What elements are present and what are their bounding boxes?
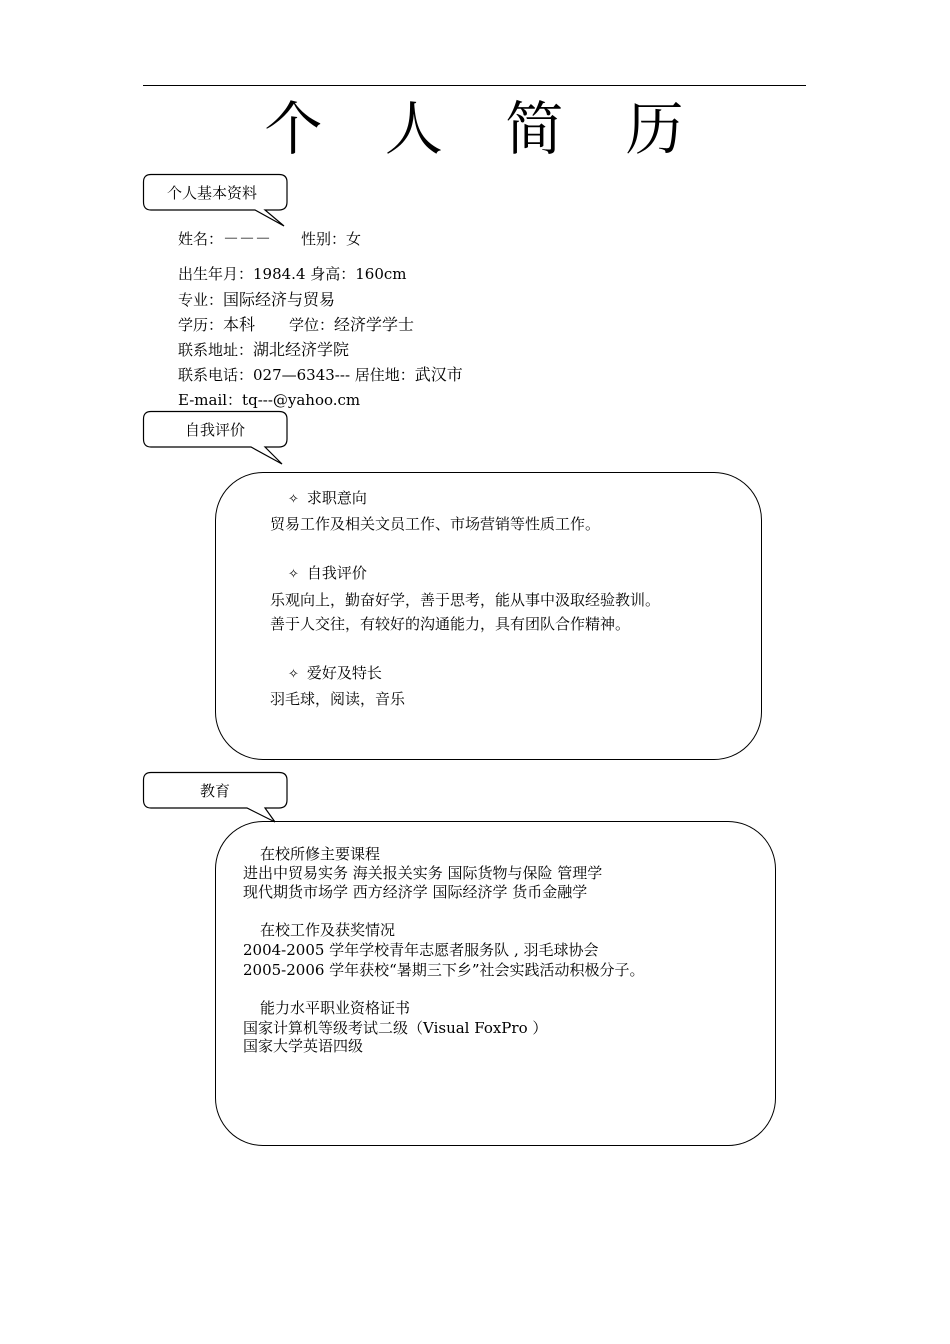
- email-line: E-mail：tq---@yahoo.cm: [178, 391, 361, 409]
- objective-heading: [288, 488, 367, 510]
- objective-heading-text: 求职意向: [306, 489, 367, 507]
- cert-line-1: 国家计算机等级考试二级（Visual FoxPro ）: [243, 1019, 548, 1037]
- residence-value: 武汉市: [414, 365, 463, 384]
- cert-line-2: 国家大学英语四级: [243, 1037, 364, 1055]
- hobby-heading: [288, 663, 382, 685]
- section-label-edu: 教育: [199, 782, 230, 800]
- name-label: 姓名：: [178, 230, 224, 248]
- major-label: 专业：: [178, 291, 224, 309]
- gender-label: 性别：: [301, 230, 347, 248]
- hobby-text: 羽毛球，阅读，音乐: [270, 690, 406, 708]
- major-value: 国际经济与贸易: [223, 290, 336, 309]
- courses-line-1: 进出中贸易实务 海关报关实务 国际货物与保险 管理学: [243, 864, 603, 882]
- address-value: 湖北经济学院: [253, 340, 350, 359]
- phone-label: 联系电话：027—6343--- 居住地：: [178, 366, 415, 384]
- section-callout-edu: [143, 772, 293, 828]
- name-gender-line: [178, 229, 361, 249]
- address-line: [178, 340, 349, 360]
- gender-value: 女: [346, 230, 362, 248]
- education-label: 学历：: [178, 316, 224, 334]
- phone-residence-line: [178, 365, 463, 385]
- work-line-1: 2004-2005 学年学校青年志愿者服务队 , 羽毛球协会: [243, 941, 599, 959]
- eval-line-2: 善于人交往，有较好的沟通能力，具有团队合作精神。: [270, 615, 631, 633]
- eval-line-1: 乐观向上，勤奋好学，善于思考，能从事中汲取经验教训。: [270, 591, 661, 609]
- section-label-basic: 个人基本资料: [166, 184, 257, 202]
- degree-label: 学位：: [289, 316, 335, 334]
- section-label-self: 自我评价: [184, 421, 245, 439]
- page-title: 个 人 简 历: [264, 95, 706, 163]
- top-rule: [143, 85, 806, 86]
- eval-heading-text: 自我评价: [306, 564, 367, 582]
- name-value: －－－: [223, 229, 272, 248]
- address-label: 联系地址：: [178, 341, 254, 359]
- degree-value: 经济学学士: [334, 315, 415, 334]
- diamond-bullet-icon: ✧: [288, 492, 299, 507]
- birth-height-line: 出生年月：1984.4 身高：160cm: [178, 265, 407, 283]
- diamond-bullet-icon: ✧: [288, 667, 299, 682]
- education-value: 本科: [223, 315, 256, 334]
- courses-line-2: 现代期货市场学 西方经济学 国际经济学 货币金融学: [243, 883, 588, 901]
- hobby-heading-text: 爱好及特长: [306, 664, 382, 682]
- section-callout-self: [143, 411, 293, 467]
- eval-heading: [288, 563, 367, 585]
- work-heading: 在校工作及获奖情况: [260, 921, 396, 939]
- courses-heading: 在校所修主要课程: [260, 845, 381, 863]
- objective-text: 贸易工作及相关文员工作、市场营销等性质工作。: [270, 515, 601, 533]
- section-callout-basic: [143, 174, 293, 230]
- education-degree-line: [178, 315, 414, 335]
- work-line-2: 2005-2006 学年获校“暑期三下乡”社会实践活动积极分子。: [243, 961, 645, 979]
- cert-heading: 能力水平职业资格证书: [260, 999, 411, 1017]
- major-line: [178, 290, 335, 310]
- diamond-bullet-icon: ✧: [288, 567, 299, 582]
